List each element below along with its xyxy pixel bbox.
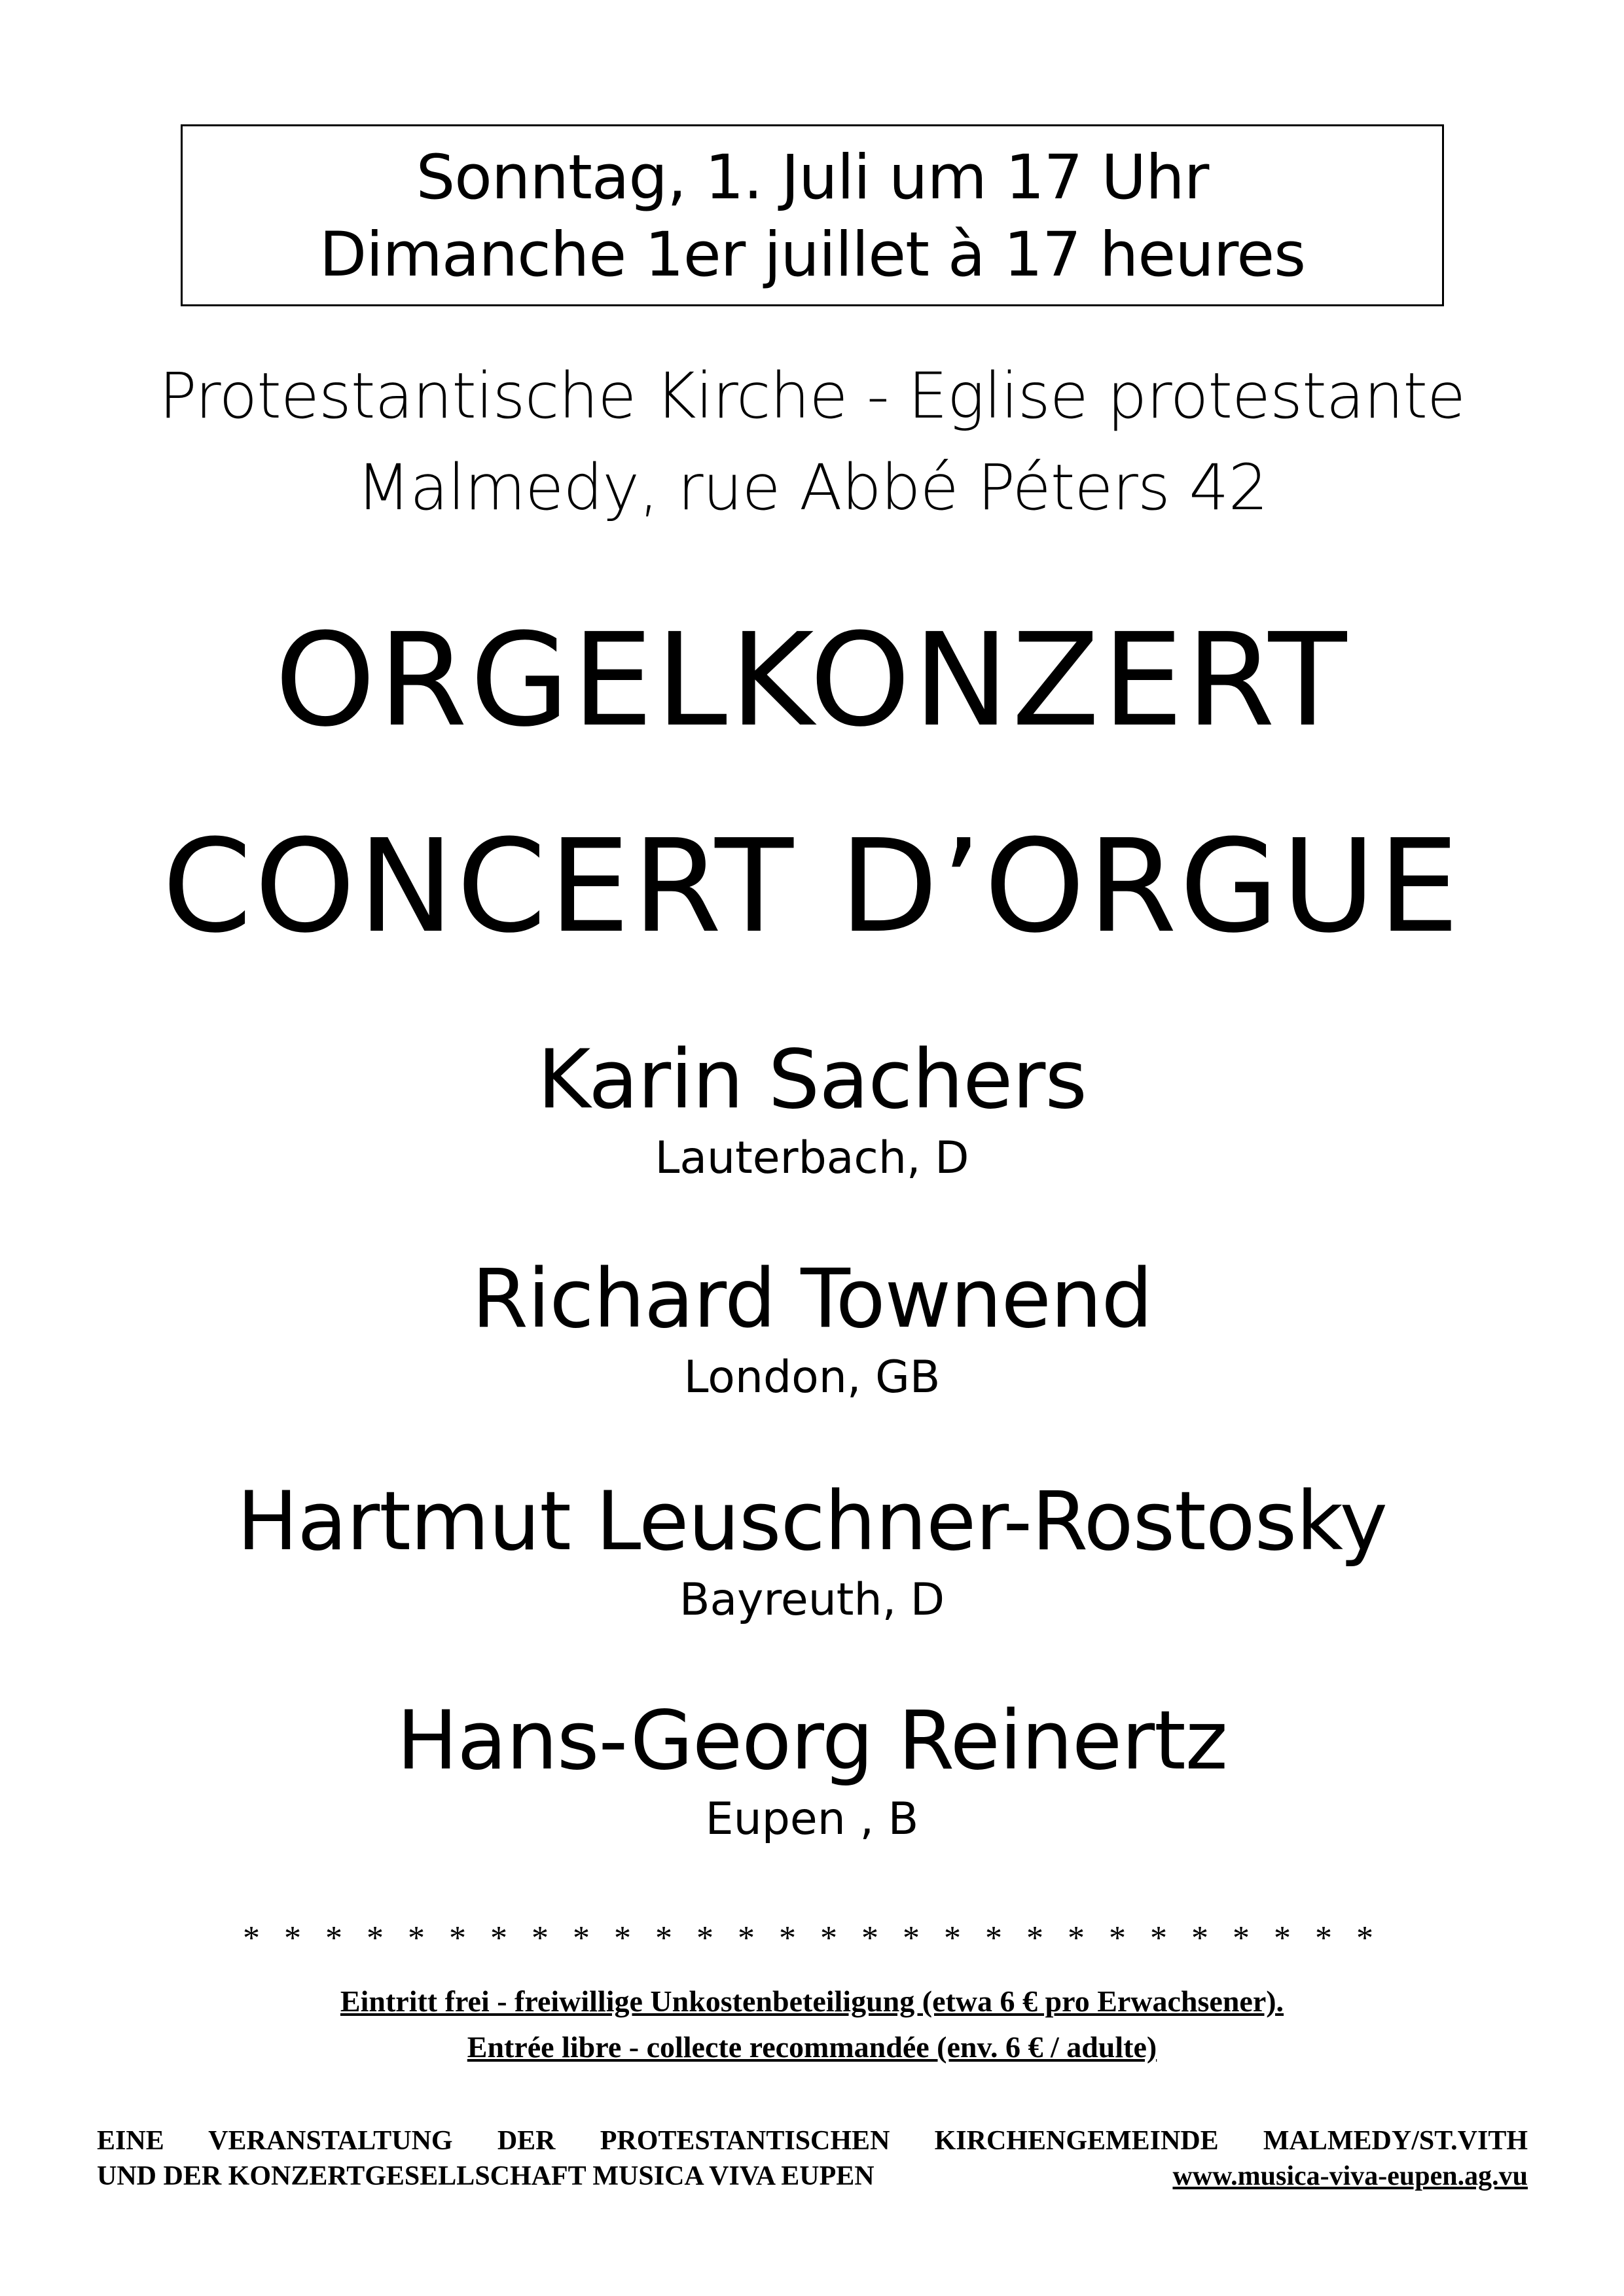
organizer-line-1: EINE VERANSTALTUNG DER PROTESTANTISCHEN KIRCHENGEMEINDE MALMEDY/ST.VITH — [97, 2126, 1528, 2156]
date-box — [181, 124, 1444, 306]
date-line-german: Sonntag, 1. Juli um 17 Uhr — [416, 142, 1209, 213]
performer-city: Eupen , B — [705, 1793, 919, 1845]
star-separator: * * * * * * * * * * * * * * * * * * * * * * * * * * * * — [243, 1920, 1381, 1957]
date-line-french: Dimanche 1er juillet à 17 heures — [319, 219, 1306, 291]
title-german: ORGELKONZERT — [274, 606, 1350, 755]
performer-city: Bayreuth, D — [679, 1574, 945, 1626]
performer-name: Richard Townend — [471, 1252, 1153, 1346]
venue-name: Protestantische Kirche - Eglise protestante — [158, 359, 1466, 433]
title-french: CONCERT D’ORGUE — [162, 812, 1462, 961]
admission-german: Eintritt frei - freiwillige Unkostenbeteiligung (etwa 6 € pro Erwachsener). — [340, 1984, 1284, 2018]
performer-name: Hans-Georg Reinertz — [397, 1694, 1227, 1788]
organizer-line-2 — [97, 2159, 1528, 2194]
performer-name: Karin Sachers — [537, 1033, 1087, 1127]
website-link[interactable]: www.musica-viva-eupen.ag.vu — [1172, 2161, 1528, 2191]
organizer-name: UND DER KONZERTGESELLSCHAFT MUSICA VIVA EUPEN — [97, 2161, 875, 2191]
performer — [0, 1250, 1624, 1407]
performer-city: Lauterbach, D — [655, 1132, 969, 1184]
performer-city: London, GB — [683, 1352, 941, 1403]
admission-french: Entrée libre - collecte recommandée (env. 6 € / adulte) — [467, 2030, 1157, 2064]
performer — [0, 1473, 1624, 1630]
venue-address: Malmedy, rue Abbé Péters 42 — [356, 451, 1268, 524]
performer — [0, 1692, 1624, 1849]
performer-name: Hartmut Leuschner-Rostosky — [237, 1475, 1387, 1569]
performer — [0, 1031, 1624, 1188]
